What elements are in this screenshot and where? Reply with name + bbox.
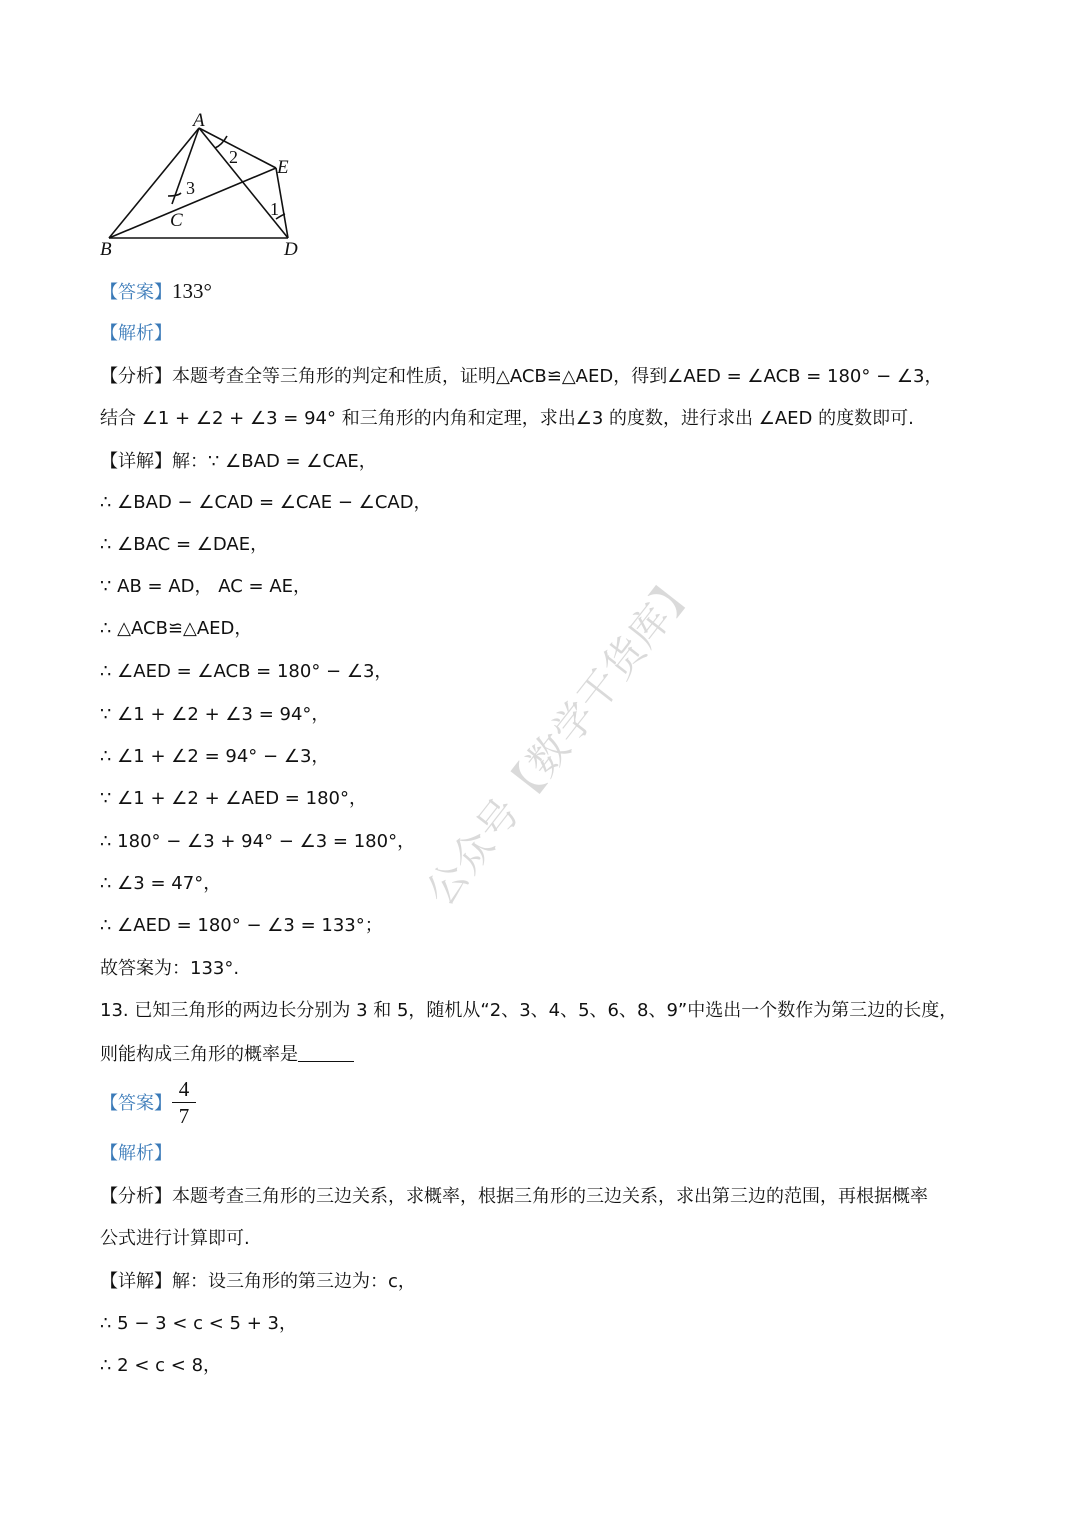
q12-step-line: ∴ ∠3 = 47°， bbox=[100, 873, 222, 894]
q13-step-line bbox=[100, 1267, 416, 1296]
q13-question-line-2 bbox=[100, 1040, 354, 1069]
q12-step-line: ∴ ∠AED = ∠ACB = 180° − ∠3， bbox=[100, 661, 393, 682]
answer-fraction bbox=[172, 1078, 196, 1127]
q13-analysis-line bbox=[100, 1139, 172, 1168]
segment-ad bbox=[199, 128, 288, 238]
q13-answer-line bbox=[100, 1089, 172, 1118]
fraction-numerator: 4 bbox=[178, 1077, 190, 1101]
point-a-label: A bbox=[193, 110, 205, 131]
angle-label-3: 3 bbox=[186, 178, 195, 198]
q12-step-line: ∴ 180° − ∠3 + 94° − ∠3 = 180°， bbox=[100, 831, 416, 852]
question-text: 则能构成三角形的概率是 bbox=[100, 1044, 298, 1065]
q12-step-line: ∵ ∠1 + ∠2 + ∠AED = 180°， bbox=[100, 788, 367, 809]
q13-fenxi-line-1 bbox=[100, 1182, 928, 1211]
fenxi-tag: 【分析】 bbox=[100, 366, 172, 387]
angle-arc-3 bbox=[168, 193, 181, 196]
q12-analysis-line bbox=[100, 319, 172, 348]
q12-step-line: ∵ AB = AD， AC = AE， bbox=[100, 576, 312, 597]
q13-step-line: ∴ 5 − 3 < c < 5 + 3， bbox=[100, 1313, 297, 1334]
answer-value: 133° bbox=[172, 279, 212, 303]
point-c-label: C bbox=[170, 210, 183, 231]
angle-label-2: 2 bbox=[229, 147, 238, 167]
analysis-tag: 【解析】 bbox=[100, 323, 172, 344]
q12-step-line: ∴ △ACB≌△AED， bbox=[100, 618, 253, 639]
fenxi-tag: 【分析】 bbox=[100, 1186, 172, 1207]
q12-step-line: ∴ ∠BAC = ∠DAE， bbox=[100, 534, 269, 555]
q12-step-line bbox=[100, 447, 377, 476]
q12-step-line: ∵ ∠1 + ∠2 + ∠3 = 94°， bbox=[100, 704, 330, 725]
answer-tag: 【答案】 bbox=[100, 1093, 172, 1114]
q12-fenxi-line-2 bbox=[100, 404, 914, 433]
step-text: 解：设三角形的第三边为：c， bbox=[172, 1271, 416, 1292]
q12-step-line: ∴ ∠1 + ∠2 = 94° − ∠3， bbox=[100, 746, 330, 767]
q13-question-line-1: 13. 已知三角形的两边长分别为 3 和 5，随机从“2、3、4、5、6、8、9”中选出一个数作为第三边的长度， bbox=[100, 1000, 958, 1021]
angle-label-1: 1 bbox=[270, 199, 279, 219]
fraction-denominator: 7 bbox=[178, 1104, 190, 1128]
xiangjie-tag: 【详解】 bbox=[100, 1271, 172, 1292]
analysis-tag: 【解析】 bbox=[100, 1143, 172, 1164]
q13-fenxi-line-2: 公式进行计算即可. bbox=[100, 1228, 250, 1249]
q12-step-line: ∴ ∠BAD − ∠CAD = ∠CAE − ∠CAD， bbox=[100, 492, 432, 513]
q13-step-line: ∴ 2 < c < 8， bbox=[100, 1355, 222, 1376]
point-e-label: E bbox=[277, 157, 289, 178]
xiangjie-tag: 【详解】 bbox=[100, 451, 172, 472]
answer-blank bbox=[298, 1041, 354, 1062]
fraction-bar bbox=[172, 1102, 196, 1103]
step-text: 解：∵ ∠BAD = ∠CAE， bbox=[172, 451, 377, 472]
q12-answer-line bbox=[100, 277, 212, 307]
fenxi-text: 本题考查全等三角形的判定和性质，证明△ACB≌△AED，得到∠AED = ∠ACB = 180° − ∠3， bbox=[172, 366, 943, 387]
fenxi-text: 结合 ∠1 + ∠2 + ∠3 = 94° 和三角形的内角和定理，求出∠3 的度数，进行求出 ∠AED 的度数即可. bbox=[100, 408, 914, 429]
q12-conclusion: 故答案为：133°. bbox=[100, 958, 240, 979]
point-d-label: D bbox=[284, 239, 298, 260]
point-b-label: B bbox=[100, 239, 112, 260]
fenxi-text: 本题考查三角形的三边关系，求概率，根据三角形的三边关系，求出第三边的范围，再根据概率 bbox=[172, 1186, 928, 1207]
triangle-figure bbox=[0, 0, 1080, 270]
watermark: 公众号【数学干货库】 bbox=[417, 563, 707, 915]
q12-step-line: ∴ ∠AED = 180° − ∠3 = 133°； bbox=[100, 915, 383, 936]
answer-tag: 【答案】 bbox=[100, 282, 172, 303]
q12-fenxi-line-1 bbox=[100, 362, 942, 391]
